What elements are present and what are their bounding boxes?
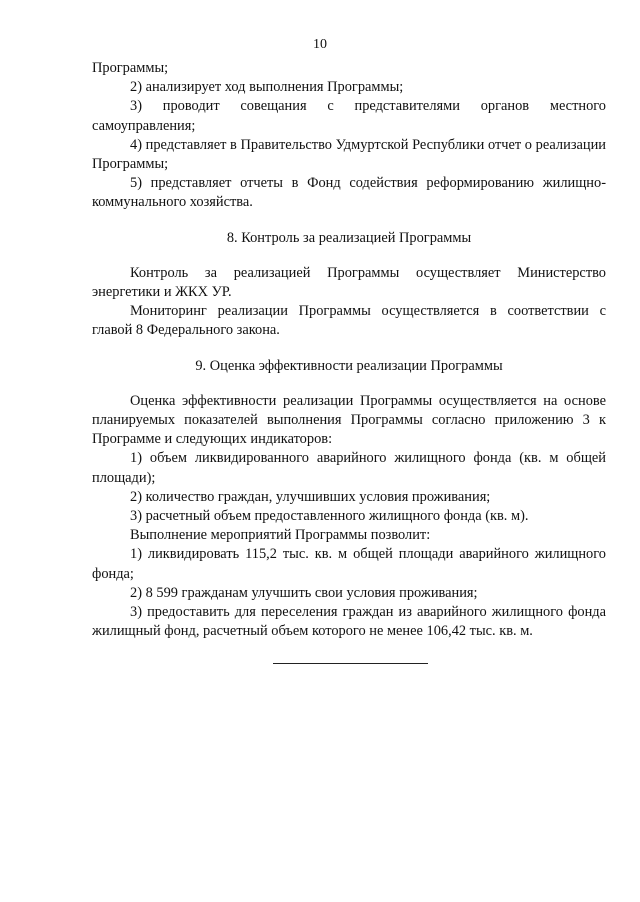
paragraph: Мониторинг реализации Программы осуществляется в соответствии с главой 8 Федерального закона. [92, 303, 606, 339]
paragraph: Выполнение мероприятий Программы позволит: [130, 527, 431, 544]
list-item: 4) представляет в Правительство Удмуртской Республики отчет о реализации Программы; [92, 136, 606, 173]
paragraph: Контроль за реализацией Программы осуществляет Министерство энергетики и ЖКХ УР. [92, 264, 606, 301]
list-item: 1) ликвидировать 115,2 тыс. кв. м общей площади аварийного жилищного фонда; [92, 546, 606, 582]
section-heading-9: 9. Оценка эффективности реализации Программы [195, 357, 503, 374]
list-item: 3) расчетный объем предоставленного жилищного фонда (кв. м). [130, 508, 529, 525]
document-body [92, 59, 606, 641]
paragraph: Оценка эффективности реализации Программы осуществляется на основе планируемых показателей выполнения Программы согласно приложению 3 к Программе и следующих индикаторов: [92, 392, 606, 448]
list-item: 1) объем ликвидированного аварийного жилищного фонда (кв. м общей площади); [92, 450, 606, 486]
list-item: 5) представляет отчеты в Фонд содействия реформированию жилищно-коммунального хозяйства. [92, 175, 606, 211]
continuation-line: Программы; [92, 60, 169, 76]
list-item: 3) проводит совещания с представителями органов местного самоуправления; [92, 98, 606, 134]
list-item: 2) количество граждан, улучшивших условия проживания; [130, 488, 491, 505]
end-separator-line [273, 663, 428, 664]
section-heading-8: 8. Контроль за реализацией Программы [226, 229, 472, 246]
list-item: 2) 8 599 гражданам улучшить свои условия проживания; [130, 584, 478, 601]
page-number: 10 [313, 37, 327, 52]
list-item: 2) анализирует ход выполнения Программы; [130, 79, 404, 96]
list-item: 3) предоставить для переселения граждан из аварийного жилищного фонда жилищный фонд, расчетный объем которого не менее 106,42 тыс. кв. м. [92, 604, 606, 640]
